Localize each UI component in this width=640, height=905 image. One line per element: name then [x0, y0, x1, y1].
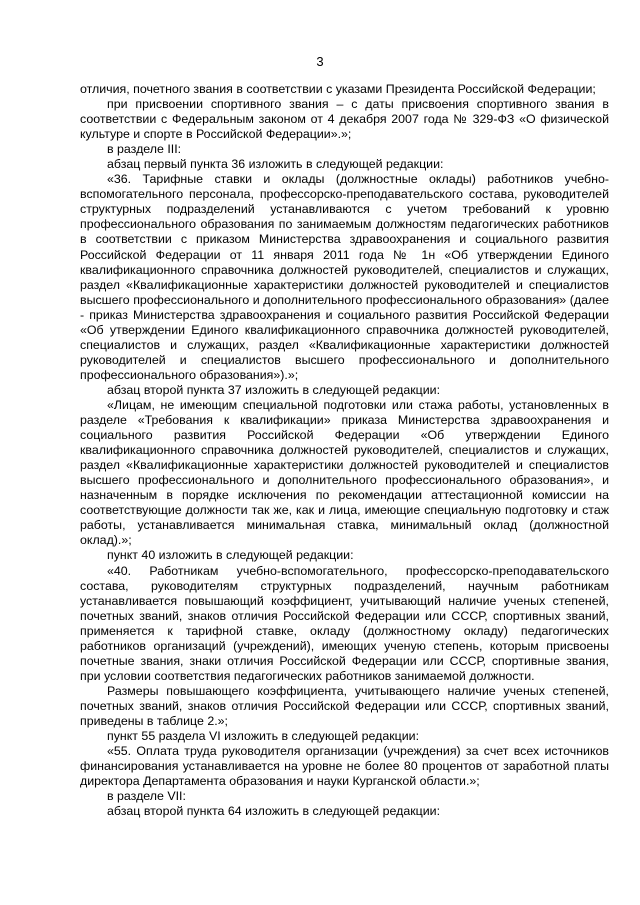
- paragraph: «36. Тарифные ставки и оклады (должностные оклады) работников учебно-вспомогательного персонала, профессорско-преподавательского состава, руководителей структурных подразделений устанавливаются с учетом требований к уровню профессионального образования по занимаемым должностям педагогических работников в соответствии с приказом Министерства здравоохранения и социального развития Российской Федерации от 11 января 2011 года № 1н «Об утверждении Единого квалификационного справочника должностей руководителей, специалистов и служащих, раздел «Квалификационные характеристики должностей руководителей и специалистов высшего профессионального и дополнительного профессионального образования» (далее - приказ Министерства здравоохранения и социального развития Российской Федерации «Об утверждении Единого квалификационного справочника должностей руководителей, специалистов и служащих, раздел «Квалификационные характеристики должностей руководителей и специалистов высшего профессионального и дополнительного профессионального образования»).»;: [80, 172, 609, 382]
- paragraph: пункт 55 раздела VI изложить в следующей редакции:: [107, 729, 420, 744]
- paragraph: абзац второй пункта 64 изложить в следующей редакции:: [107, 804, 441, 819]
- paragraph: в разделе VII:: [107, 789, 186, 804]
- paragraph: в разделе III:: [107, 142, 182, 157]
- paragraph: «55. Оплата труда руководителя организации (учреждения) за счет всех источников финансирования устанавливается на уровне не более 80 процентов от заработной платы директора Департамента образования и науки Курганской области.»;: [80, 744, 609, 789]
- paragraph: абзац первый пункта 36 изложить в следующей редакции:: [107, 157, 444, 172]
- paragraph: отличия, почетного звания в соответствии с указами Президента Российской Федерации;: [80, 82, 596, 96]
- paragraph: при присвоении спортивного звания – с даты присвоения спортивного звания в соответствии с Федеральным законом от 4 декабря 2007 года № 329-ФЗ «О физической культуре и спорте в Российской Федерации».»;: [80, 97, 609, 142]
- document-body: [80, 82, 609, 819]
- paragraph: «Лицам, не имеющим специальной подготовки или стажа работы, установленных в разделе «Требования к квалификации» приказа Министерства здравоохранения и социального развития Российской Федерации «Об утверждении Единого квалификационного справочника должностей руководителей, специалистов и служащих, раздел «Квалификационные характеристики должностей руководителей и специалистов высшего профессионального и дополнительного профессионального образования», и назначенным в порядке исключения по рекомендации аттестационной комиссии на соответствующие должности так же, как и лица, имеющие специальную подготовку и стаж работы, устанавливается минимальная ставка, минимальный оклад (должностной оклад).»;: [80, 397, 609, 548]
- paragraph: абзац второй пункта 37 изложить в следующей редакции:: [107, 382, 441, 397]
- paragraph: Размеры повышающего коэффициента, учитывающего наличие ученых степеней, почетных званий, знаков отличия Российской Федерации или СССР, спортивных званий, приведены в таблице 2.»;: [80, 683, 609, 728]
- paragraph: пункт 40 изложить в следующей редакции:: [107, 548, 354, 563]
- page-number: 3: [316, 54, 324, 69]
- paragraph: «40. Работникам учебно-вспомогательного, профессорско-преподавательского состава, руководителям структурных подразделений, научным работникам устанавливается повышающий коэффициент, учитывающий наличие ученых степеней, почетных званий, знаков отличия Российской Федерации или СССР, спортивных званий, применяется к тарифной ставке, окладу (должностному окладу) педагогических работников организаций (учреждений), имеющих ученую степень, которым присвоены почетные звания, знаки отличия Российской Федерации или СССР, спортивные звания, при условии соответствия педагогических работников занимаемой должности.: [80, 563, 609, 683]
